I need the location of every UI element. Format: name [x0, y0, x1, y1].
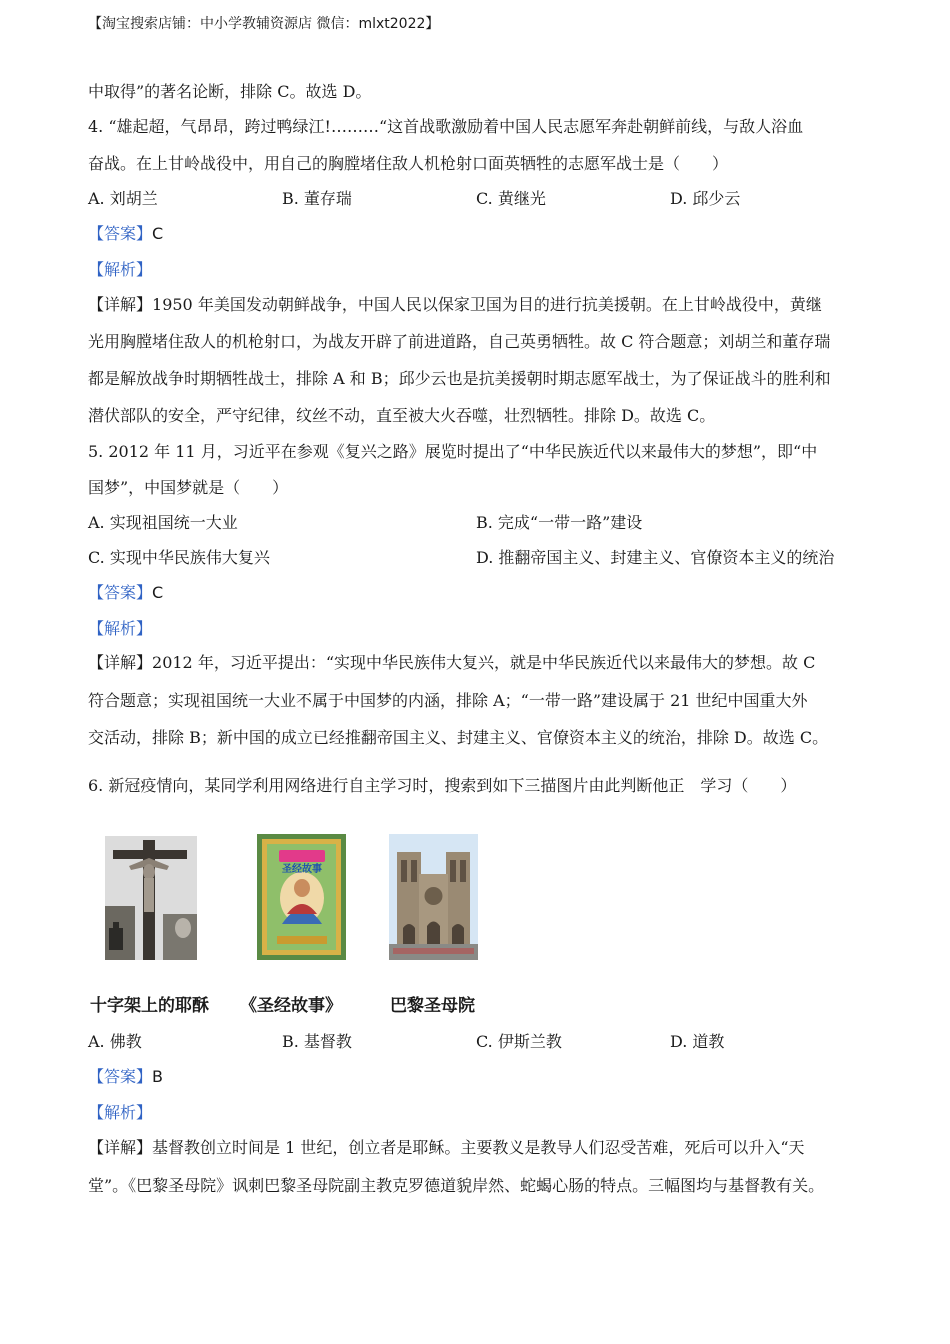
q6-detail-1	[88, 1138, 805, 1158]
q6-answer	[88, 1067, 163, 1087]
answer-tag: 【答案】	[88, 583, 153, 602]
q4-analysis-tag: 【解析】	[88, 260, 153, 279]
caption-crucifix: 十字架上的耶酥	[90, 996, 209, 1016]
q4-detail-2: 光用胸膛堵住敌人的机枪射口，为战友开辟了前进道路，自己英勇牺牲。故 C 符合题意；刘胡兰和董存瑞	[88, 332, 831, 351]
q6-detail-2: 堂”。《巴黎圣母院》讽刺巴黎圣母院副主教克罗德道貌岸然、蛇蝎心肠的特点。三幅图均与基督教有关。	[88, 1176, 825, 1195]
question-4-stem: 4. “雄起超，气昂昂，跨过鸭绿江!………“这首战歌激励着中国人民志愿军奔赴朝鲜前线，与敌人浴血	[88, 117, 804, 136]
q6-option-a: A. 佛教	[88, 1032, 142, 1051]
notre-dame-picture	[389, 834, 478, 960]
q5-option-d: D. 推翻帝国主义、封建主义、官僚资本主义的统治	[476, 548, 835, 567]
q5-detail-2: 符合题意；实现祖国统一大业不属于中国梦的内涵，排除 A；“一带一路”建设属于 21 世纪中国重大外	[88, 691, 808, 710]
q4-answer	[88, 224, 163, 244]
page-header: 【淘宝搜索店铺：中小学教辅资源店 微信：mlxt2022】	[88, 16, 440, 32]
question-5-stem: 5. 2012 年 11 月，习近平在参观《复兴之路》展览时提出了“中华民族近代以来最伟大的梦想”，即“中	[88, 442, 818, 461]
answer-value: B	[152, 1067, 163, 1086]
book-title: 圣经故事	[282, 864, 322, 875]
detail-text: 基督教创立时间是 1 世纪，创立者是耶稣。主要教义是教导人们忍受苦难，死后可以升入“天	[152, 1138, 805, 1157]
detail-text: 1950 年美国发动朝鲜战争，中国人民以保家卫国为目的进行抗美援朝。在上甘岭战役中，黄继	[152, 295, 822, 314]
q5-detail-3: 交活动，排除 B；新中国的成立已经推翻帝国主义、封建主义、官僚资本主义的统治，排除 D。故选 C。	[88, 728, 829, 747]
q5-option-b: B. 完成“一带一路”建设	[476, 513, 643, 532]
detail-tag: 【详解】	[88, 1138, 153, 1157]
q5-detail-1	[88, 653, 815, 673]
answer-tag: 【答案】	[88, 1067, 153, 1086]
q5-answer	[88, 583, 163, 603]
q6-option-d: D. 道教	[670, 1032, 725, 1051]
q4-detail-1	[88, 295, 822, 315]
bible-stories-book-picture	[257, 834, 346, 960]
q4-detail-4: 潜伏部队的安全，严守纪律，纹丝不动，直至被大火吞噬，壮烈牺牲。排除 D。故选 C。	[88, 406, 716, 425]
q5-option-a: A. 实现祖国统一大业	[88, 513, 238, 532]
answer-value: C	[152, 583, 164, 602]
q4-option-b: B. 董存瑞	[282, 189, 352, 208]
caption-bible-stories: 《圣经故事》	[240, 996, 342, 1016]
q4-detail-3: 都是解放战争时期牺牲战士，排除 A 和 B；邱少云也是抗美援朝时期志愿军战士，为了保证战斗的胜利和	[88, 369, 831, 388]
crucifix-picture	[105, 836, 197, 960]
q5-option-c: C. 实现中华民族伟大复兴	[88, 548, 270, 567]
detail-tag: 【详解】	[88, 295, 153, 314]
caption-notre-dame: 巴黎圣母院	[390, 996, 475, 1016]
q6-analysis-tag: 【解析】	[88, 1103, 153, 1122]
answer-value: C	[152, 224, 164, 243]
question-5-stem-cont: 国梦”，中国梦就是（ ）	[88, 478, 289, 497]
detail-text: 2012 年，习近平提出：“实现中华民族伟大复兴，就是中华民族近代以来最伟大的梦想。故 C	[152, 653, 816, 672]
question-4-stem-cont: 奋战。在上甘岭战役中，用自己的胸膛堵住敌人机枪射口面英牺牲的志愿军战士是（ ）	[88, 154, 729, 173]
q6-option-b: B. 基督教	[282, 1032, 352, 1051]
detail-tag: 【详解】	[88, 653, 153, 672]
q4-option-d: D. 邱少云	[670, 189, 741, 208]
question-6-stem: 6. 新冠疫情向，某同学利用网络进行自主学习时，搜索到如下三描图片由此判断他正 学习（ ）	[88, 776, 797, 795]
q4-option-c: C. 黄继光	[476, 189, 546, 208]
q6-option-c: C. 伊斯兰教	[476, 1032, 562, 1051]
text-line: 中取得”的著名论断，排除 C。故选 D。	[88, 82, 372, 101]
q5-analysis-tag: 【解析】	[88, 619, 153, 638]
q4-option-a: A. 刘胡兰	[88, 189, 158, 208]
answer-tag: 【答案】	[88, 224, 153, 243]
